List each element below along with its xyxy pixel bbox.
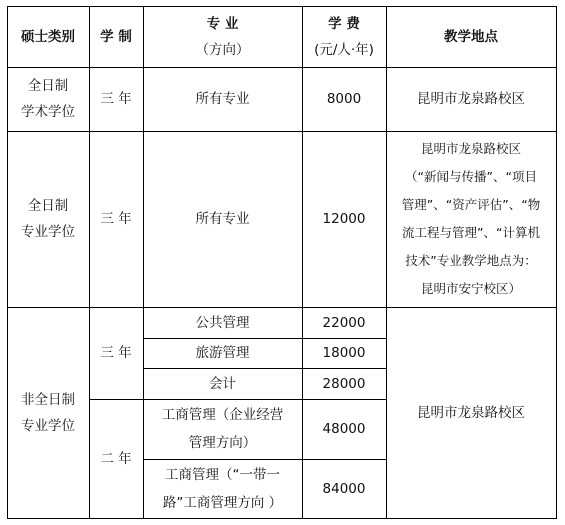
row3-tuition-accounting-value: 28000 [322, 375, 366, 392]
row3-location-value: 昆明市龙泉路校区 [417, 404, 525, 421]
header-tuition-unit: (元/人·年) [314, 41, 374, 58]
header-location [386, 6, 556, 67]
row3-tuition-mba-enterprise-value: 48000 [322, 421, 366, 437]
row2-location-line5: 技术”专业教学地点为： [405, 253, 537, 268]
row1-location-value: 昆明市龙泉路校区 [417, 91, 525, 107]
row3-major-mba-belt-road-line1: 工商管理（“一带一 [164, 466, 280, 483]
header-major [143, 6, 302, 67]
row1-location [386, 67, 556, 131]
row3-group1-duration [89, 307, 143, 399]
row3-degree-type [7, 307, 89, 518]
table-border-right [556, 6, 557, 519]
header-major-sub: （方向） [195, 41, 250, 58]
row1-duration [89, 67, 143, 131]
header-degree-type [7, 6, 89, 67]
row1-duration-value: 三 年 [100, 91, 132, 107]
row3-major-public-admin-label: 公共管理 [195, 314, 250, 331]
row1-major [143, 67, 302, 131]
row3-group2-duration [89, 399, 143, 518]
row2-location-line2: （“新闻与传播”、“项目 [405, 169, 537, 184]
row3-tuition-tourism [302, 338, 386, 368]
row3-tuition-tourism-value: 18000 [322, 345, 366, 361]
row3-major-tourism [143, 338, 302, 368]
row2-location-line1: 昆明市龙泉路校区 [420, 141, 521, 156]
row3-major-mba-belt-road-line2: 路”工商管理方向 ） [162, 494, 283, 511]
header-location-label: 教学地点 [444, 28, 498, 45]
row2-location-line3: 管理”、“资产评估”、“物 [401, 197, 541, 212]
header-tuition-label: 学 费 [328, 15, 360, 32]
row3-tuition-mba-belt-road [302, 459, 386, 518]
row3-location [386, 307, 556, 518]
row3-major-mba-belt-road [143, 459, 302, 518]
row2-major [143, 131, 302, 307]
header-degree-type-label: 硕士类别 [21, 28, 75, 45]
row3-major-mba-enterprise-line2: 管理方向） [188, 435, 257, 451]
row3-major-mba-enterprise-line1: 工商管理（企业经营 [161, 407, 284, 423]
row2-major-value: 所有专业 [195, 211, 250, 227]
row3-major-tourism-label: 旅游管理 [195, 345, 250, 361]
row3-major-accounting-label: 会计 [209, 375, 236, 392]
row2-tuition-value: 12000 [322, 211, 366, 227]
row2-location-line4: 流工程与管理”、“计算机 [402, 225, 540, 240]
row2-location [386, 131, 556, 307]
header-tuition [302, 6, 386, 67]
header-duration [89, 6, 143, 67]
row3-major-accounting [143, 368, 302, 399]
row2-degree-type [7, 131, 89, 307]
row1-degree-type [7, 67, 89, 131]
header-major-label: 专 业 [206, 15, 239, 32]
row3-major-mba-enterprise [143, 399, 302, 459]
row1-major-value: 所有专业 [195, 91, 250, 107]
row2-duration-value: 三 年 [100, 211, 132, 227]
row1-tuition [302, 67, 386, 131]
row3-tuition-mba-enterprise [302, 399, 386, 459]
row3-degree-type-line2: 专业学位 [21, 417, 75, 434]
row3-major-public-admin [143, 307, 302, 338]
row3-group1-duration-value: 三 年 [100, 345, 132, 361]
row3-group2-duration-value: 二 年 [100, 450, 132, 467]
row2-tuition [302, 131, 386, 307]
row3-degree-type-line1: 非全日制 [21, 391, 75, 408]
row2-degree-type-line1: 全日制 [27, 198, 69, 214]
row1-degree-type-line2: 学术学位 [21, 104, 75, 120]
row1-degree-type-line1: 全日制 [27, 78, 69, 94]
row1-tuition-value: 8000 [326, 91, 362, 107]
row3-tuition-mba-belt-road-value: 84000 [322, 480, 366, 497]
header-duration-label: 学 制 [100, 28, 132, 45]
row3-tuition-accounting [302, 368, 386, 399]
row3-tuition-public-admin [302, 307, 386, 338]
row2-duration [89, 131, 143, 307]
row3-tuition-public-admin-value: 22000 [322, 314, 366, 331]
row2-degree-type-line2: 专业学位 [21, 224, 75, 240]
row2-location-line6: 昆明市安宁校区） [420, 281, 521, 296]
